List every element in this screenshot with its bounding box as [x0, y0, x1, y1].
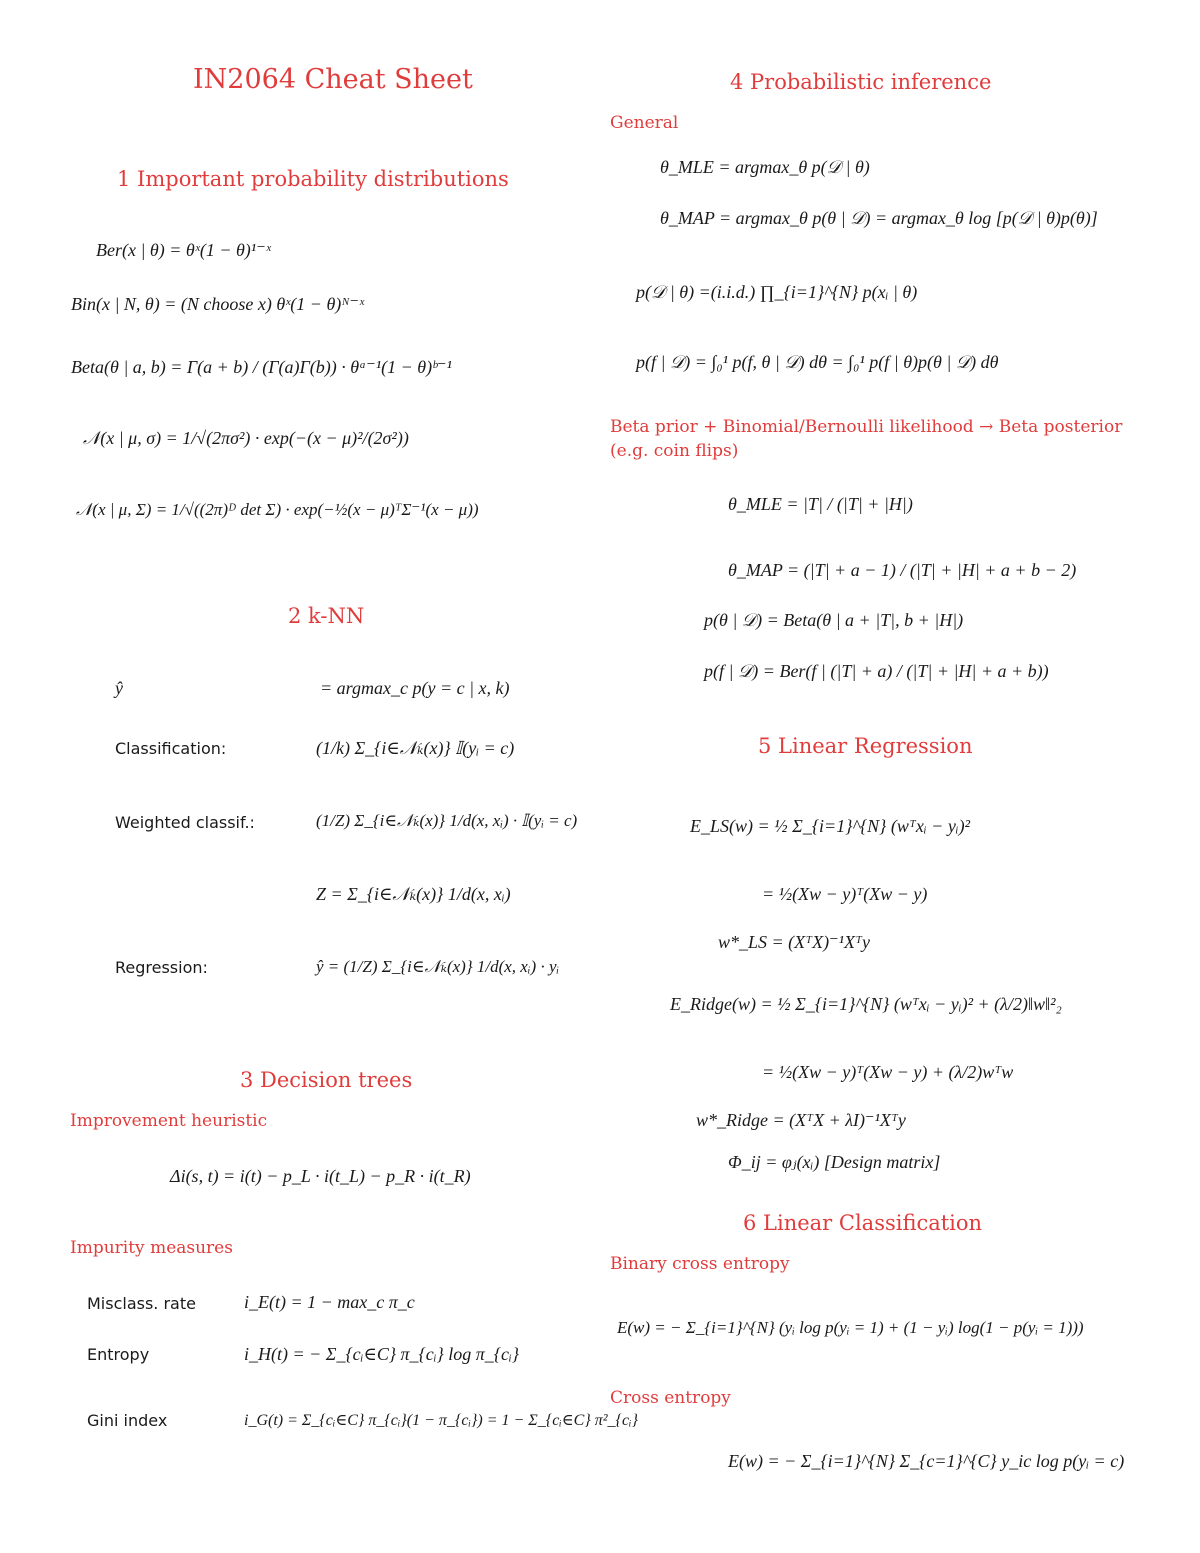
- knn-formula-yhat: = argmax_c p(y = c | x, k): [320, 678, 510, 698]
- section-heading-inference: 4 Probabilistic inference: [730, 70, 992, 94]
- impurity-formula-misclass: i_E(t) = 1 − max_c π_c: [244, 1292, 415, 1312]
- formula-multivariate-gaussian: 𝒩(x | μ, Σ) = 1/√((2π)ᴰ det Σ) · exp(−½(x − μ)ᵀΣ⁻¹(x − μ)): [76, 500, 479, 519]
- knn-label-classification: Classification:: [115, 739, 227, 758]
- formula-wls: w*_LS = (XᵀX)⁻¹Xᵀy: [718, 932, 870, 952]
- section-heading-linclass: 6 Linear Classification: [743, 1211, 983, 1235]
- impurity-label-misclass: Misclass. rate: [87, 1294, 196, 1313]
- knn-label-weighted: Weighted classif.:: [115, 813, 255, 832]
- formula-beta: Beta(θ | a, b) = Γ(a + b) / (Γ(a)Γ(b)) · θᵃ⁻¹(1 − θ)ᵇ⁻¹: [71, 357, 452, 377]
- formula-ce: E(w) = − Σ_{i=1}^{N} Σ_{c=1}^{C} y_ic log p(yᵢ = c): [728, 1451, 1125, 1471]
- formula-design-matrix: Φ_ij = φⱼ(xᵢ) [Design matrix]: [728, 1152, 941, 1172]
- formula-bce: E(w) = − Σ_{i=1}^{N} (yᵢ log p(yᵢ = 1) + (1 − yᵢ) log(1 − p(yᵢ = 1))): [617, 1318, 1084, 1337]
- subheading-bce: Binary cross entropy: [610, 1254, 790, 1274]
- section-heading-distributions: 1 Important probability distributions: [117, 167, 509, 191]
- formula-bernoulli: Ber(x | θ) = θˣ(1 − θ)¹⁻ˣ: [96, 240, 271, 260]
- knn-formula-weighted: (1/Z) Σ_{i∈𝒩ₖ(x)} 1/d(x, xᵢ) · 𝕀(yᵢ = c): [316, 811, 578, 830]
- section-heading-knn: 2 k-NN: [288, 604, 365, 628]
- subheading-ce: Cross entropy: [610, 1388, 731, 1408]
- section-heading-trees: 3 Decision trees: [240, 1068, 413, 1092]
- formula-beta-map: θ_MAP = (|T| + a − 1) / (|T| + |H| + a + b − 2): [728, 560, 1077, 580]
- section-heading-linreg: 5 Linear Regression: [758, 734, 973, 758]
- formula-beta-mle: θ_MLE = |T| / (|T| + |H|): [728, 494, 913, 514]
- formula-eridge-matrix: = ½(Xw − y)ᵀ(Xw − y) + (λ/2)wᵀw: [762, 1062, 1014, 1082]
- formula-beta-predictive: p(f | 𝒟) = Ber(f | (|T| + a) / (|T| + |H| + a + b)): [704, 661, 1049, 681]
- impurity-formula-gini: i_G(t) = Σ_{cᵢ∈C} π_{cᵢ}(1 − π_{cᵢ}) = 1 − Σ_{cᵢ∈C} π²_{cᵢ}: [244, 1412, 638, 1429]
- formula-wridge: w*_Ridge = (XᵀX + λI)⁻¹Xᵀy: [696, 1110, 906, 1130]
- subheading-impurity: Impurity measures: [70, 1238, 233, 1258]
- knn-label-regression: Regression:: [115, 958, 208, 977]
- impurity-label-entropy: Entropy: [87, 1345, 150, 1364]
- subheading-improvement: Improvement heuristic: [70, 1111, 268, 1131]
- formula-beta-posterior: p(θ | 𝒟) = Beta(θ | a + |T|, b + |H|): [704, 610, 964, 630]
- page-title: IN2064 Cheat Sheet: [193, 64, 473, 95]
- formula-binomial: Bin(x | N, θ) = (N choose x) θˣ(1 − θ)ᴺ⁻ˣ: [71, 294, 365, 314]
- formula-gaussian: 𝒩(x | μ, σ) = 1/√(2πσ²) · exp(−(x − μ)²/(2σ²)): [83, 428, 409, 448]
- impurity-formula-entropy: i_H(t) = − Σ_{cᵢ∈C} π_{cᵢ} log π_{cᵢ}: [244, 1344, 520, 1364]
- knn-formula-z: Z = Σ_{i∈𝒩ₖ(x)} 1/d(x, xᵢ): [316, 884, 511, 904]
- formula-theta-mle: θ_MLE = argmax_θ p(𝒟 | θ): [660, 157, 870, 177]
- formula-predictive: p(f | 𝒟) = ∫₀¹ p(f, θ | 𝒟) dθ = ∫₀¹ p(f | θ)p(θ | 𝒟) dθ: [636, 352, 999, 372]
- knn-formula-regression: ŷ = (1/Z) Σ_{i∈𝒩ₖ(x)} 1/d(x, xᵢ) · yᵢ: [316, 957, 560, 976]
- formula-likelihood-iid: p(𝒟 | θ) =(i.i.d.) ∏_{i=1}^{N} p(xᵢ | θ): [636, 282, 918, 302]
- formula-els: E_LS(w) = ½ Σ_{i=1}^{N} (wᵀxᵢ − yᵢ)²: [690, 816, 971, 836]
- formula-eridge: E_Ridge(w) = ½ Σ_{i=1}^{N} (wᵀxᵢ − yᵢ)² + (λ/2)‖w‖²₂: [670, 994, 1062, 1014]
- subheading-general: General: [610, 113, 679, 133]
- impurity-label-gini: Gini index: [87, 1411, 168, 1430]
- formula-improvement: Δi(s, t) = i(t) − p_L · i(t_L) − p_R · i(t_R): [170, 1166, 471, 1186]
- subheading-beta-binomial: Beta prior + Binomial/Bernoulli likelihood → Beta posterior (e.g. coin flips): [610, 417, 1123, 461]
- formula-els-matrix: = ½(Xw − y)ᵀ(Xw − y): [762, 884, 928, 904]
- knn-label-yhat: ŷ: [115, 678, 123, 698]
- formula-theta-map: θ_MAP = argmax_θ p(θ | 𝒟) = argmax_θ log [p(𝒟 | θ)p(θ)]: [660, 208, 1098, 228]
- knn-formula-classification: (1/k) Σ_{i∈𝒩ₖ(x)} 𝕀(yᵢ = c): [316, 738, 515, 758]
